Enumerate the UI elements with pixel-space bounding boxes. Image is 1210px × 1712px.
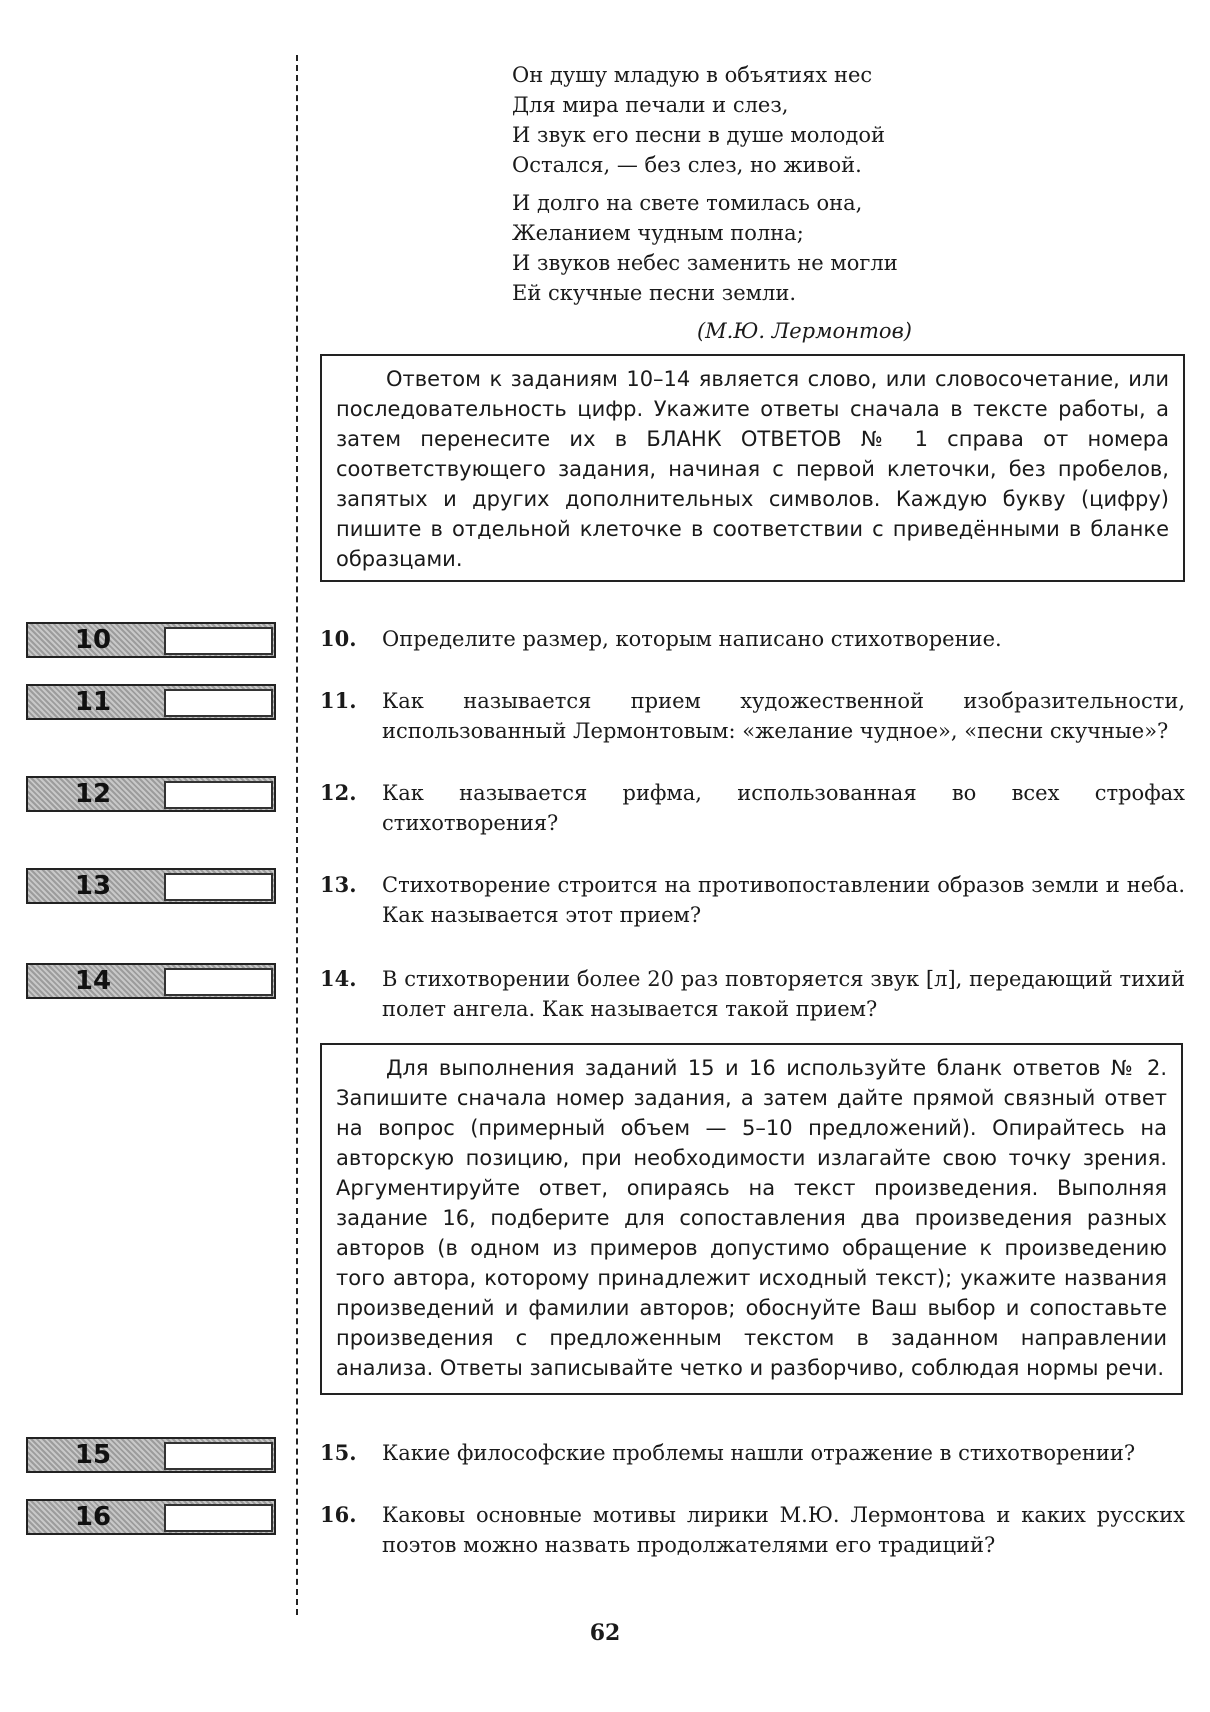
answer-box-16 <box>26 1499 276 1535</box>
poem-stanza <box>512 188 932 308</box>
answer-box-10 <box>26 622 276 658</box>
question-text: Определите размер, которым написано стихотворение. <box>382 627 1002 651</box>
answer-box-15 <box>26 1437 276 1473</box>
poem-line: Желанием чудным полна; <box>512 221 804 245</box>
answer-box-label: 11 <box>74 687 112 717</box>
instructions-box-2 <box>320 1043 1183 1395</box>
question-number: 16. <box>320 1502 357 1527</box>
question-16 <box>320 1500 1185 1560</box>
instructions-text-2: Для выполнения заданий 15 и 16 используйте бланк ответов № 2. Запишите сначала номер задания, а затем дайте прямой связный ответ на вопрос (примерный объем — 5–10 предложений). Опирайтесь на авторскую позицию, при необходимости излагайте свою точку зрения. Аргументируйте ответ, опираясь на текст произведения. Выполняя задание 16, подберите для сопоставления два произведения разных авторов (в одном из примеров допустимо обращение к произведению того автора, которому принадлежит исходный текст); укажите названия произведений и фамилии авторов; обоснуйте Ваш выбор и сопоставьте произведения с предложенным текстом в заданном направлении анализа. Ответы записывайте четко и разборчиво, соблюдая нормы речи. <box>336 1056 1167 1380</box>
answer-box-label: 13 <box>74 871 112 901</box>
poem-line: Он душу младую в объятиях нес <box>512 63 873 87</box>
question-number: 15. <box>320 1440 357 1465</box>
question-text: В стихотворении более 20 раз повторяется звук [л], передающий тихий полет ангела. Как называется такой прием? <box>382 967 1185 1021</box>
answer-field[interactable] <box>164 627 273 655</box>
poem-line: И звуков небес заменить не могли <box>512 251 898 275</box>
answer-field[interactable] <box>164 1504 273 1532</box>
question-number: 11. <box>320 688 357 713</box>
answer-field[interactable] <box>164 689 273 717</box>
poem-line: Ей скучные песни земли. <box>512 281 797 305</box>
poem-line: И звук его песни в душе молодой <box>512 123 885 147</box>
answer-box-label: 10 <box>74 625 112 655</box>
poem-line: И долго на свете томилась она, <box>512 191 863 215</box>
answer-field[interactable] <box>164 1442 273 1470</box>
question-number: 12. <box>320 780 357 805</box>
question-text: Какие философские проблемы нашли отражение в стихотворении? <box>382 1441 1136 1465</box>
answer-box-label: 15 <box>74 1440 112 1470</box>
poem-author: (М.Ю. Лермонтов) <box>696 319 912 343</box>
poem <box>512 60 932 346</box>
question-text: Как называется рифма, использованная во всех строфах стихотворения? <box>382 781 1185 835</box>
question-text: Как называется прием художественной изобразительности, использованный Лермонтовым: «желание чудное», «песни скучные»? <box>382 689 1185 743</box>
question-text: Каковы основные мотивы лирики М.Ю. Лермонтова и каких русских поэтов можно назвать продолжателями его традиций? <box>382 1503 1185 1557</box>
question-13 <box>320 870 1185 930</box>
question-number: 13. <box>320 872 357 897</box>
question-12 <box>320 778 1185 838</box>
answer-box-12 <box>26 776 276 812</box>
answer-box-11 <box>26 684 276 720</box>
answer-field[interactable] <box>164 873 273 901</box>
instructions-box-1 <box>320 354 1185 582</box>
answer-box-label: 14 <box>74 966 112 996</box>
page-number: 62 <box>589 1620 621 1646</box>
answer-box-14 <box>26 963 276 999</box>
poem-line: Остался, — без слез, но живой. <box>512 153 862 177</box>
question-number: 14. <box>320 966 357 991</box>
answer-box-label: 16 <box>74 1502 112 1532</box>
question-number: 10. <box>320 626 357 651</box>
question-14 <box>320 964 1185 1024</box>
question-15 <box>320 1438 1185 1468</box>
answer-field[interactable] <box>164 781 273 809</box>
instructions-text-1: Ответом к заданиям 10–14 является слово, или словосочетание, или последовательность цифр. Укажите ответы сначала в тексте работы, а затем перенесите их в БЛАНК ОТВЕТОВ № 1 справа от номера соответствующего задания, начиная с первой клеточки, без пробелов, запятых и других дополнительных символов. Каждую букву (цифру) пишите в отдельной клеточке в соответствии с приведёнными в бланке образцами. <box>336 367 1169 571</box>
answer-box-label: 12 <box>74 779 112 809</box>
question-10 <box>320 624 1185 654</box>
answer-box-13 <box>26 868 276 904</box>
poem-stanza <box>512 60 932 180</box>
answer-field[interactable] <box>164 968 273 996</box>
poem-line: Для мира печали и слез, <box>512 93 789 117</box>
cut-line <box>296 55 298 1615</box>
question-11 <box>320 686 1185 746</box>
question-text: Стихотворение строится на противопоставлении образов земли и неба. Как называется этот прием? <box>382 873 1185 927</box>
